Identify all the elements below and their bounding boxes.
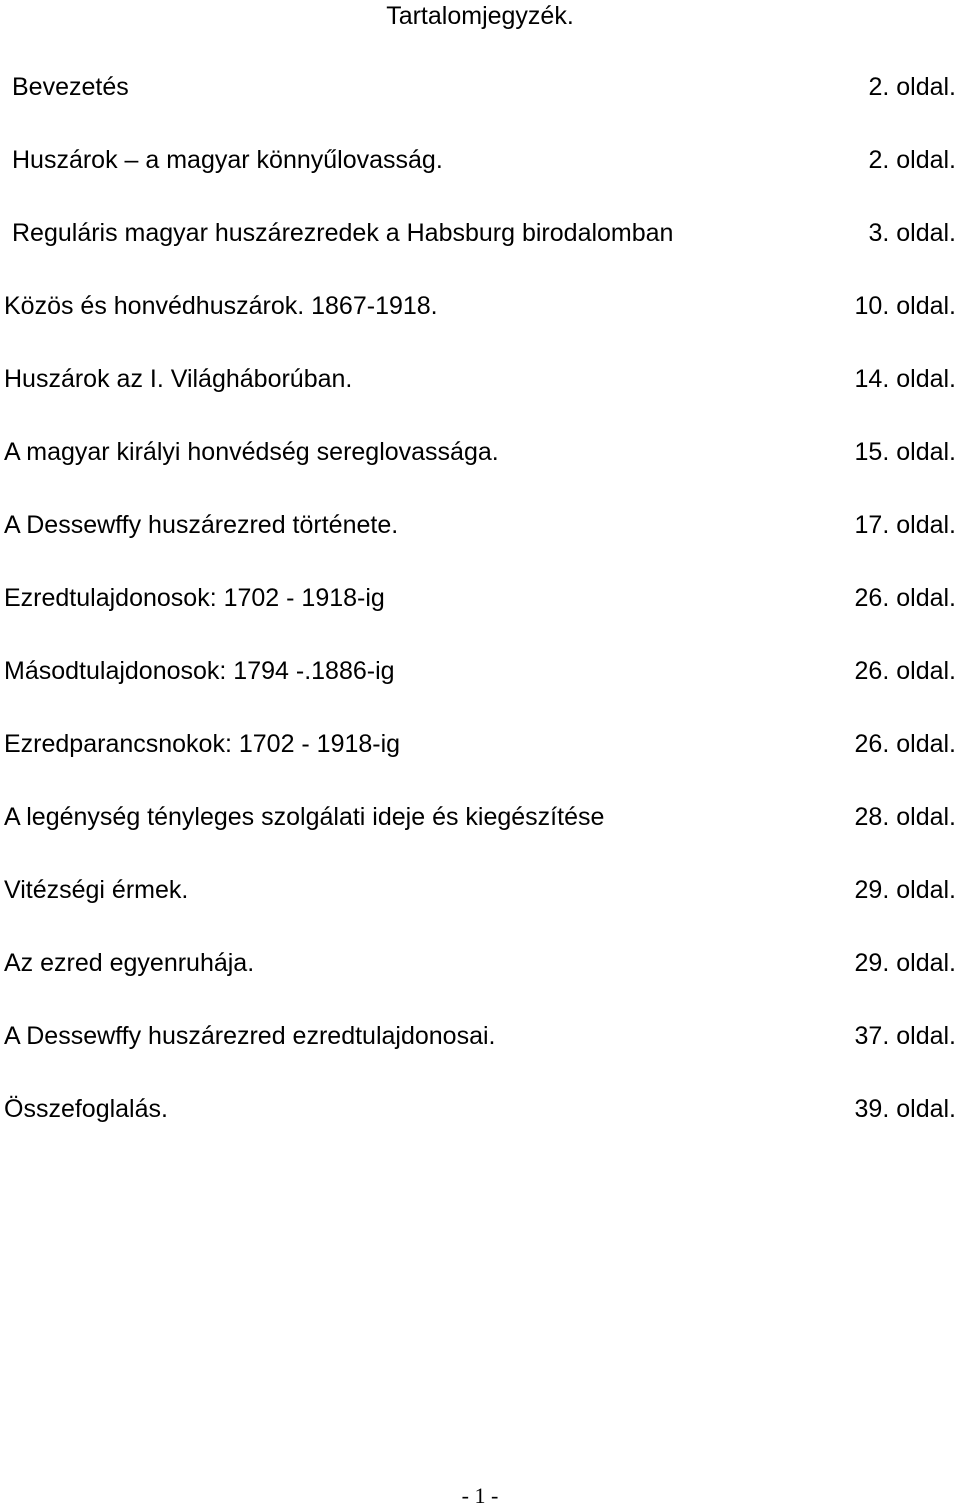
toc-entry-page: 37. oldal. [854, 1022, 956, 1050]
toc-entry [0, 509, 960, 541]
toc-entry-label: Ezredparancsnokok: 1702 - 1918-ig [4, 730, 401, 758]
toc-entry-page: 2. oldal. [868, 73, 956, 101]
toc-entry [0, 144, 960, 176]
toc-title: Tartalomjegyzék. [386, 2, 574, 30]
toc-entry-page: 15. oldal. [854, 438, 956, 466]
toc-entry-page: 29. oldal. [854, 949, 956, 977]
toc-entry-page: 10. oldal. [854, 292, 956, 320]
toc-entry [0, 947, 960, 979]
toc-entry-label: A Dessewffy huszárezred ezredtulajdonosai. [4, 1022, 496, 1050]
toc-entry-label: Huszárok az I. Világháborúban. [4, 365, 353, 393]
toc-entry-label: Összefoglalás. [4, 1095, 168, 1123]
toc-entry-page: 26. oldal. [854, 584, 956, 612]
toc-entry [0, 290, 960, 322]
toc-entry [0, 728, 960, 760]
toc-entry-label: Bevezetés [12, 73, 129, 101]
toc-entry-page: 28. oldal. [854, 803, 956, 831]
toc-entry-page: 29. oldal. [854, 876, 956, 904]
toc-entry-page: 26. oldal. [854, 657, 956, 685]
toc-entry [0, 582, 960, 614]
toc-entry-label: Másodtulajdonosok: 1794 -.1886-ig [4, 657, 395, 685]
toc-entry [0, 363, 960, 395]
toc-entry-label: Közös és honvédhuszárok. 1867-1918. [4, 292, 438, 320]
toc-entry-label: Az ezred egyenruhája. [4, 949, 255, 977]
toc-entry-label: A legénység tényleges szolgálati ideje és kiegészítése [4, 803, 605, 831]
toc-entry-page: 39. oldal. [854, 1095, 956, 1123]
toc-entry [0, 436, 960, 468]
toc-entry [0, 655, 960, 687]
toc-entry-page: 2. oldal. [868, 146, 956, 174]
toc-entry [0, 874, 960, 906]
toc-entry-label: Reguláris magyar huszárezredek a Habsburg birodalomban [12, 219, 674, 247]
toc-entry [0, 801, 960, 833]
toc-entry [0, 71, 960, 103]
toc-entry-page: 14. oldal. [854, 365, 956, 393]
toc-entry-label: A Dessewffy huszárezred története. [4, 511, 399, 539]
toc-entry-label: Huszárok – a magyar könnyűlovasság. [12, 146, 443, 174]
toc-entry [0, 217, 960, 249]
toc-entry-page: 3. oldal. [868, 219, 956, 247]
toc-entry-label: Vitézségi érmek. [4, 876, 189, 904]
toc-entry-label: Ezredtulajdonosok: 1702 - 1918-ig [4, 584, 385, 612]
toc-entry-page: 17. oldal. [854, 511, 956, 539]
toc-entry-page: 26. oldal. [854, 730, 956, 758]
toc-entry [0, 1020, 960, 1052]
toc-entry-label: A magyar királyi honvédség sereglovassága. [4, 438, 499, 466]
toc-entry [0, 1093, 960, 1125]
page-number: - 1 - [461, 1483, 499, 1508]
